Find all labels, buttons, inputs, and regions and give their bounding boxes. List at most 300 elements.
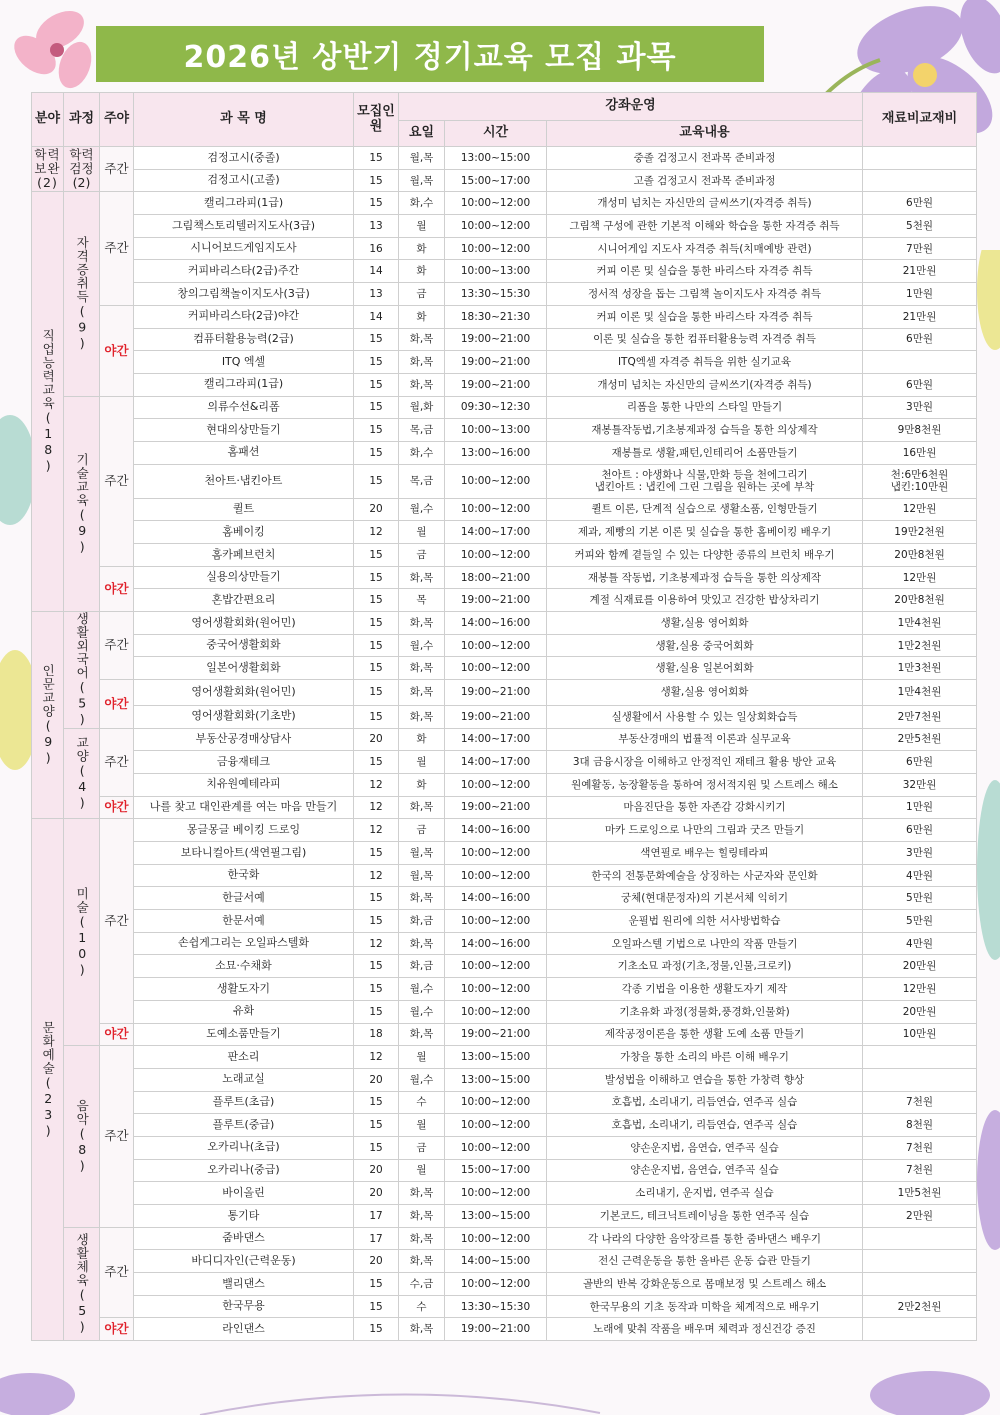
time: 10:00~12:00 bbox=[445, 978, 547, 1001]
table-row bbox=[32, 192, 977, 215]
capacity: 13 bbox=[354, 215, 399, 238]
table-row bbox=[32, 1318, 977, 1341]
weekday: 화,목 bbox=[399, 932, 445, 955]
capacity: 13 bbox=[354, 283, 399, 306]
content: 원예활동, 농장활동을 통하여 정서적지원 및 스트레스 해소 bbox=[547, 773, 863, 796]
capacity: 15 bbox=[354, 657, 399, 680]
content: 퀼트 이론, 단계적 실습으로 생활소품, 인형만들기 bbox=[547, 498, 863, 521]
table-row bbox=[32, 328, 977, 351]
course-cell bbox=[64, 728, 100, 819]
capacity: 15 bbox=[354, 955, 399, 978]
table-row bbox=[32, 419, 977, 442]
weekday: 화,목 bbox=[399, 680, 445, 706]
table-row bbox=[32, 373, 977, 396]
fee: 4만원 bbox=[863, 864, 977, 887]
field-cell bbox=[32, 819, 64, 1341]
time: 10:00~12:00 bbox=[445, 544, 547, 567]
course-label: 생활체육 bbox=[74, 1232, 90, 1287]
field-cell bbox=[32, 147, 64, 192]
content-line: 천아트 : 야생화나 식물,만화 등을 천에그리기 bbox=[601, 469, 808, 482]
content: 3대 금융시장을 이해하고 안정적인 재테크 활용 방안 교육 bbox=[547, 751, 863, 774]
capacity: 15 bbox=[354, 887, 399, 910]
time: 15:00~17:00 bbox=[445, 169, 547, 192]
capacity: 15 bbox=[354, 1136, 399, 1159]
content: 노래에 맞춰 작품을 배우며 체력과 정신건강 증진 bbox=[547, 1318, 863, 1341]
course-name: 판소리 bbox=[134, 1046, 354, 1069]
course-name: 커피바리스타(2급)야간 bbox=[134, 305, 354, 328]
header-daynight: 주야 bbox=[100, 93, 134, 147]
time: 10:00~12:00 bbox=[445, 910, 547, 933]
time: 19:00~21:00 bbox=[445, 1023, 547, 1046]
daytime-cell: 주간 bbox=[100, 1046, 134, 1228]
weekday: 수 bbox=[399, 1091, 445, 1114]
weekday: 화,금 bbox=[399, 955, 445, 978]
course-name: 라인댄스 bbox=[134, 1318, 354, 1341]
course-name: 캘리그라피(1급) bbox=[134, 192, 354, 215]
weekday: 월,목 bbox=[399, 147, 445, 170]
content: 제과, 제빵의 기본 이론 및 실습을 통한 홈베이킹 배우기 bbox=[547, 521, 863, 544]
capacity: 17 bbox=[354, 1227, 399, 1250]
course-name: 검정고시(중졸) bbox=[134, 147, 354, 170]
content: 호흡법, 소리내기, 리듬연습, 연주곡 실습 bbox=[547, 1091, 863, 1114]
weekday: 금 bbox=[399, 1136, 445, 1159]
course-name: 한국화 bbox=[134, 864, 354, 887]
weekday: 월 bbox=[399, 1114, 445, 1137]
content: 생활,실용 일본어회화 bbox=[547, 657, 863, 680]
capacity: 15 bbox=[354, 680, 399, 706]
weekday: 화 bbox=[399, 728, 445, 751]
fee bbox=[863, 1227, 977, 1250]
fee bbox=[863, 1318, 977, 1341]
table-row bbox=[32, 657, 977, 680]
fee: 7천원 bbox=[863, 1136, 977, 1159]
weekday: 화,목 bbox=[399, 1023, 445, 1046]
time: 19:00~21:00 bbox=[445, 1318, 547, 1341]
capacity: 20 bbox=[354, 728, 399, 751]
fee: 9만8천원 bbox=[863, 419, 977, 442]
weekday: 화 bbox=[399, 237, 445, 260]
header-course: 과정 bbox=[64, 93, 100, 147]
course-name: 일본어생활회화 bbox=[134, 657, 354, 680]
daytime-cell: 주간 bbox=[100, 147, 134, 192]
fee: 2만7천원 bbox=[863, 705, 977, 728]
course-cell bbox=[64, 147, 100, 192]
time: 10:00~12:00 bbox=[445, 773, 547, 796]
time: 10:00~12:00 bbox=[445, 1182, 547, 1205]
weekday: 화,목 bbox=[399, 612, 445, 635]
content: 마음진단을 통한 자존감 강화시키기 bbox=[547, 796, 863, 819]
course-name: 홈패션 bbox=[134, 441, 354, 464]
capacity: 15 bbox=[354, 169, 399, 192]
nighttime-cell: 야간 bbox=[100, 1023, 134, 1046]
course-name: 그림책스토리텔러지도사(3급) bbox=[134, 215, 354, 238]
course-name: 바이올린 bbox=[134, 1182, 354, 1205]
table-row bbox=[32, 887, 977, 910]
weekday: 월,수 bbox=[399, 978, 445, 1001]
capacity: 20 bbox=[354, 1159, 399, 1182]
table-row bbox=[32, 728, 977, 751]
course-count: (4) bbox=[74, 762, 90, 811]
course-name: 플루트(중급) bbox=[134, 1114, 354, 1137]
content: 부동산경매의 법률적 이론과 실무교육 bbox=[547, 728, 863, 751]
content: 기초소묘 과정(기초,정물,인물,크로키) bbox=[547, 955, 863, 978]
capacity: 15 bbox=[354, 566, 399, 589]
fee: 12만원 bbox=[863, 978, 977, 1001]
weekday: 화 bbox=[399, 305, 445, 328]
capacity: 20 bbox=[354, 1250, 399, 1273]
content: 시니어게임 지도사 자격증 취득(치매예방 관련) bbox=[547, 237, 863, 260]
course-name: 한문서예 bbox=[134, 910, 354, 933]
weekday: 수,금 bbox=[399, 1273, 445, 1296]
course-name: 커피바리스타(2급)주간 bbox=[134, 260, 354, 283]
capacity: 15 bbox=[354, 373, 399, 396]
fee: 7천원 bbox=[863, 1159, 977, 1182]
content: 각종 기법을 이용한 생활도자기 제작 bbox=[547, 978, 863, 1001]
time: 14:00~16:00 bbox=[445, 612, 547, 635]
field-count: (2) bbox=[37, 175, 58, 191]
course-name: 실용의상만들기 bbox=[134, 566, 354, 589]
daytime-cell: 주간 bbox=[100, 396, 134, 566]
fee: 5만원 bbox=[863, 887, 977, 910]
fee: 1만4천원 bbox=[863, 680, 977, 706]
fee: 6만원 bbox=[863, 819, 977, 842]
capacity: 16 bbox=[354, 237, 399, 260]
fee: 6만원 bbox=[863, 192, 977, 215]
course-name: 혼밥간편요리 bbox=[134, 589, 354, 612]
course-count: (5) bbox=[74, 679, 90, 728]
weekday: 월,수 bbox=[399, 634, 445, 657]
time: 10:00~13:00 bbox=[445, 260, 547, 283]
course-cell bbox=[64, 1046, 100, 1228]
content: 이론 및 실습을 통한 컴퓨터활용능력 자격증 취득 bbox=[547, 328, 863, 351]
fee-line: 천:6만6천원 bbox=[890, 469, 949, 482]
content: 생활,실용 영어회화 bbox=[547, 612, 863, 635]
fee: 1만원 bbox=[863, 283, 977, 306]
weekday: 화,목 bbox=[399, 1318, 445, 1341]
capacity: 15 bbox=[354, 396, 399, 419]
capacity: 15 bbox=[354, 1000, 399, 1023]
content: 그림책 구성에 관한 기본적 이해와 학습을 통한 자격증 취득 bbox=[547, 215, 863, 238]
capacity: 15 bbox=[354, 1318, 399, 1341]
fee: 1만4천원 bbox=[863, 612, 977, 635]
time: 19:00~21:00 bbox=[445, 705, 547, 728]
content: 기초유화 과정(정물화,풍경화,인물화) bbox=[547, 1000, 863, 1023]
capacity: 15 bbox=[354, 1114, 399, 1137]
time: 19:00~21:00 bbox=[445, 328, 547, 351]
time: 10:00~12:00 bbox=[445, 192, 547, 215]
table-row bbox=[32, 589, 977, 612]
course-name: 나를 찾고 대인관계를 여는 마음 만들기 bbox=[134, 796, 354, 819]
capacity: 17 bbox=[354, 1205, 399, 1228]
table-row bbox=[32, 1091, 977, 1114]
table-row bbox=[32, 955, 977, 978]
fee bbox=[863, 147, 977, 170]
content: 운필법 원리에 의한 서사방법학습 bbox=[547, 910, 863, 933]
table-row bbox=[32, 1182, 977, 1205]
header-field: 분야 bbox=[32, 93, 64, 147]
time: 10:00~12:00 bbox=[445, 237, 547, 260]
weekday: 금 bbox=[399, 544, 445, 567]
time: 14:00~17:00 bbox=[445, 751, 547, 774]
time: 10:00~12:00 bbox=[445, 634, 547, 657]
time: 10:00~12:00 bbox=[445, 1136, 547, 1159]
daytime-cell: 주간 bbox=[100, 612, 134, 680]
fee: 2만5천원 bbox=[863, 728, 977, 751]
nighttime-cell: 야간 bbox=[100, 796, 134, 819]
time: 13:30~15:30 bbox=[445, 283, 547, 306]
capacity: 20 bbox=[354, 498, 399, 521]
course-label: 학력검정 bbox=[69, 146, 94, 176]
time: 14:00~16:00 bbox=[445, 819, 547, 842]
fee: 8천원 bbox=[863, 1114, 977, 1137]
weekday: 화,수 bbox=[399, 441, 445, 464]
fee: 32만원 bbox=[863, 773, 977, 796]
content: ITQ엑셀 자격증 취득을 위한 실기교육 bbox=[547, 351, 863, 374]
weekday: 화,금 bbox=[399, 910, 445, 933]
capacity: 15 bbox=[354, 751, 399, 774]
course-name: 부동산공경매상담사 bbox=[134, 728, 354, 751]
content: 리폼을 통한 나만의 스타일 만들기 bbox=[547, 396, 863, 419]
capacity: 15 bbox=[354, 705, 399, 728]
fee bbox=[863, 1250, 977, 1273]
fee: 20만원 bbox=[863, 955, 977, 978]
fee: 1만3천원 bbox=[863, 657, 977, 680]
time: 18:30~21:30 bbox=[445, 305, 547, 328]
content: 양손운지법, 음연습, 연주곡 실습 bbox=[547, 1159, 863, 1182]
table-row bbox=[32, 796, 977, 819]
content: 재봉틀작동법,기초봉제과정 습득을 통한 의상제작 bbox=[547, 419, 863, 442]
content: 한국무용의 기초 동작과 미학을 체계적으로 배우기 bbox=[547, 1295, 863, 1318]
weekday: 화,목 bbox=[399, 351, 445, 374]
capacity: 15 bbox=[354, 612, 399, 635]
content: 계절 식재료를 이용하여 맛있고 건강한 밥상차리기 bbox=[547, 589, 863, 612]
time: 10:00~13:00 bbox=[445, 419, 547, 442]
content: 한국의 전통문화예술을 상징하는 사군자와 문인화 bbox=[547, 864, 863, 887]
fee: 21만원 bbox=[863, 305, 977, 328]
fee: 6만원 bbox=[863, 373, 977, 396]
weekday: 화,목 bbox=[399, 1205, 445, 1228]
time: 19:00~21:00 bbox=[445, 373, 547, 396]
course-cell bbox=[64, 612, 100, 729]
header-row bbox=[32, 93, 977, 121]
content: 색연필로 배우는 힐링테라피 bbox=[547, 842, 863, 865]
course-label: 기술교육 bbox=[74, 452, 90, 507]
course-count: (5) bbox=[74, 1286, 90, 1335]
course-name: 영어생활회화(기초반) bbox=[134, 705, 354, 728]
table-row bbox=[32, 634, 977, 657]
daytime-cell: 주간 bbox=[100, 1227, 134, 1318]
fee: 5만원 bbox=[863, 910, 977, 933]
time: 10:00~12:00 bbox=[445, 498, 547, 521]
course-cell bbox=[64, 1227, 100, 1340]
content: 제작공정이론을 통한 생활 도예 소품 만들기 bbox=[547, 1023, 863, 1046]
capacity: 15 bbox=[354, 351, 399, 374]
table-row bbox=[32, 544, 977, 567]
content: 호흡법, 소리내기, 리듬연습, 연주곡 실습 bbox=[547, 1114, 863, 1137]
time: 18:00~21:00 bbox=[445, 566, 547, 589]
capacity: 20 bbox=[354, 1068, 399, 1091]
capacity: 15 bbox=[354, 1273, 399, 1296]
table-row bbox=[32, 910, 977, 933]
table-row bbox=[32, 396, 977, 419]
table-row bbox=[32, 441, 977, 464]
course-name: 창의그림책놀이지도사(3급) bbox=[134, 283, 354, 306]
fee: 1만원 bbox=[863, 796, 977, 819]
fee: 2만원 bbox=[863, 1205, 977, 1228]
fee: 1만5천원 bbox=[863, 1182, 977, 1205]
time: 10:00~12:00 bbox=[445, 864, 547, 887]
weekday: 월,수 bbox=[399, 1000, 445, 1023]
time: 10:00~12:00 bbox=[445, 464, 547, 498]
fee: 5천원 bbox=[863, 215, 977, 238]
content: 가창을 통한 소리의 바른 이해 배우기 bbox=[547, 1046, 863, 1069]
table-row bbox=[32, 864, 977, 887]
nighttime-cell: 야간 bbox=[100, 1318, 134, 1341]
content: 양손운지법, 음연습, 연주곡 실습 bbox=[547, 1136, 863, 1159]
page-title: 2026년 상반기 정기교육 모집 과목 bbox=[96, 26, 764, 82]
course-name: 컴퓨터활용능력(2급) bbox=[134, 328, 354, 351]
course-name: 현대의상만들기 bbox=[134, 419, 354, 442]
course-label: 자격증취득 bbox=[74, 236, 90, 304]
nighttime-cell: 야간 bbox=[100, 305, 134, 396]
content: 기본코드, 테크닉트레이닝을 통한 연주곡 실습 bbox=[547, 1205, 863, 1228]
course-count: (8) bbox=[74, 1125, 90, 1174]
course-count: (9) bbox=[74, 303, 90, 352]
table-row bbox=[32, 1023, 977, 1046]
weekday: 월 bbox=[399, 751, 445, 774]
course-name: 영어생활회화(원어민) bbox=[134, 612, 354, 635]
content: 실생활에서 사용할 수 있는 일상회화습득 bbox=[547, 705, 863, 728]
capacity: 15 bbox=[354, 978, 399, 1001]
time: 10:00~12:00 bbox=[445, 842, 547, 865]
weekday: 금 bbox=[399, 819, 445, 842]
capacity: 15 bbox=[354, 419, 399, 442]
course-name: 통기타 bbox=[134, 1205, 354, 1228]
table-row bbox=[32, 283, 977, 306]
course-count: (10) bbox=[74, 913, 90, 978]
fee: 1만2천원 bbox=[863, 634, 977, 657]
time: 19:00~21:00 bbox=[445, 680, 547, 706]
fee-line: 냅킨:10만원 bbox=[890, 481, 949, 494]
table-row bbox=[32, 566, 977, 589]
daytime-cell: 주간 bbox=[100, 192, 134, 305]
course-name: 생활도자기 bbox=[134, 978, 354, 1001]
table-row bbox=[32, 1000, 977, 1023]
capacity: 15 bbox=[354, 328, 399, 351]
table-row bbox=[32, 169, 977, 192]
content: 커피 이론 및 실습을 통한 바리스타 자격증 취득 bbox=[547, 260, 863, 283]
time: 19:00~21:00 bbox=[445, 796, 547, 819]
content-line: 냅킨아트 : 냅킨에 그린 그림을 원하는 곳에 부착 bbox=[594, 481, 815, 494]
table-row bbox=[32, 705, 977, 728]
course-name: 치유원예테라피 bbox=[134, 773, 354, 796]
time: 10:00~12:00 bbox=[445, 1273, 547, 1296]
course-name: 보타니컬아트(색연필그림) bbox=[134, 842, 354, 865]
fee: 2만2천원 bbox=[863, 1295, 977, 1318]
content: 개성미 넘치는 자신만의 글씨쓰기(자격증 취득) bbox=[547, 373, 863, 396]
course-name: 영어생활회화(원어민) bbox=[134, 680, 354, 706]
course-name: 손쉽게그리는 오일파스텔화 bbox=[134, 932, 354, 955]
fee: 20만원 bbox=[863, 1000, 977, 1023]
weekday: 화,목 bbox=[399, 1227, 445, 1250]
header-operation: 강좌운영 bbox=[399, 93, 863, 121]
content: 중졸 검정고시 전과목 준비과정 bbox=[547, 147, 863, 170]
content: 마카 드로잉으로 나만의 그림과 굿즈 만들기 bbox=[547, 819, 863, 842]
course-name: 홈베이킹 bbox=[134, 521, 354, 544]
course-name: 의류수선&리폼 bbox=[134, 396, 354, 419]
time: 13:00~15:00 bbox=[445, 1068, 547, 1091]
course-name: 한글서예 bbox=[134, 887, 354, 910]
course-name: 플루트(초급) bbox=[134, 1091, 354, 1114]
table-row bbox=[32, 464, 977, 498]
field-count: (23) bbox=[40, 1074, 56, 1139]
table-row bbox=[32, 1159, 977, 1182]
table-row bbox=[32, 260, 977, 283]
table-row bbox=[32, 521, 977, 544]
time: 10:00~12:00 bbox=[445, 215, 547, 238]
course-name: 밸리댄스 bbox=[134, 1273, 354, 1296]
fee: 12만원 bbox=[863, 498, 977, 521]
fee bbox=[863, 1046, 977, 1069]
table-row bbox=[32, 351, 977, 374]
content: 커피 이론 및 실습을 통한 바리스타 자격증 취득 bbox=[547, 305, 863, 328]
course-name: 몽글몽글 베이킹 드로잉 bbox=[134, 819, 354, 842]
course-name: 노래교실 bbox=[134, 1068, 354, 1091]
course-count: (9) bbox=[74, 506, 90, 555]
time: 14:00~17:00 bbox=[445, 728, 547, 751]
weekday: 수 bbox=[399, 1295, 445, 1318]
weekday: 월,목 bbox=[399, 842, 445, 865]
weekday: 화,목 bbox=[399, 796, 445, 819]
capacity: 15 bbox=[354, 1091, 399, 1114]
content: 재봉틀 작동법, 기초봉제과정 습득을 통한 의상제작 bbox=[547, 566, 863, 589]
course-name: 오카리나(초급) bbox=[134, 1136, 354, 1159]
weekday: 월,수 bbox=[399, 1068, 445, 1091]
field-cell bbox=[32, 192, 64, 612]
weekday: 월,화 bbox=[399, 396, 445, 419]
content: 궁체(현대문정자)의 기본서체 익히기 bbox=[547, 887, 863, 910]
table-row bbox=[32, 773, 977, 796]
capacity: 15 bbox=[354, 910, 399, 933]
capacity: 12 bbox=[354, 521, 399, 544]
nighttime-cell: 야간 bbox=[100, 566, 134, 611]
table-row bbox=[32, 215, 977, 238]
course-name: 줌바댄스 bbox=[134, 1227, 354, 1250]
table-row bbox=[32, 305, 977, 328]
capacity: 14 bbox=[354, 260, 399, 283]
capacity: 12 bbox=[354, 773, 399, 796]
course-label: 음악 bbox=[74, 1098, 90, 1126]
fee bbox=[863, 169, 977, 192]
time: 19:00~21:00 bbox=[445, 589, 547, 612]
fee bbox=[863, 464, 977, 498]
weekday: 월 bbox=[399, 215, 445, 238]
time: 14:00~16:00 bbox=[445, 887, 547, 910]
daytime-cell: 주간 bbox=[100, 728, 134, 796]
table-row bbox=[32, 1295, 977, 1318]
header-capacity: 모집인원 bbox=[354, 93, 399, 147]
weekday: 월 bbox=[399, 1046, 445, 1069]
course-name: 퀼트 bbox=[134, 498, 354, 521]
fee bbox=[863, 1068, 977, 1091]
header-time: 시간 bbox=[445, 121, 547, 147]
content: 소리내기, 운지법, 연주곡 실습 bbox=[547, 1182, 863, 1205]
weekday: 화,목 bbox=[399, 1250, 445, 1273]
course-name: 중국어생활회화 bbox=[134, 634, 354, 657]
time: 10:00~12:00 bbox=[445, 657, 547, 680]
leaf-decoration-right bbox=[975, 250, 1000, 1250]
weekday: 화,목 bbox=[399, 566, 445, 589]
